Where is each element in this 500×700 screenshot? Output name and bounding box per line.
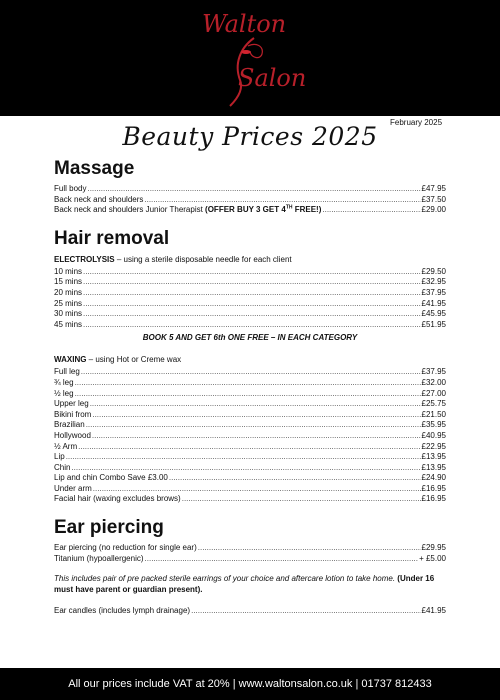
logo-lips-icon [241,50,251,54]
price-list-date: February 2025 [390,118,443,127]
item-name: 10 mins [54,266,83,276]
price-row [54,473,446,484]
price-row [54,378,446,389]
waxing-list [54,367,446,505]
price-row [54,277,446,288]
price-row [54,309,446,320]
price-row: Ear candles (includes lymph drainage) ..... £41.95 [54,606,446,617]
item-name: Hollywood [54,430,91,440]
logo-line-2: Salon [238,64,307,92]
logo-line-1: Walton [202,10,287,38]
item-name: Titanium (hypoallergenic) [54,553,144,563]
ear-piercing-section [54,517,446,617]
item-name: Under arm [54,483,92,493]
item-name: Full leg [54,367,80,377]
price-row [54,452,446,463]
item-name: 25 mins [54,298,83,308]
item-price: £24.90 [421,473,446,483]
item-name: ½ Arm [54,441,78,451]
item-name: Ear piercing (no reduction for single ear) [54,543,197,553]
item-price: £37.95 [421,287,446,297]
item-name: 30 mins [54,309,83,319]
item-name: Upper leg [54,399,89,409]
item-name: Lip and chin Combo Save £3.00 [54,473,168,483]
price-row: Back neck and shoulders ..... £37.50 [54,195,446,206]
electrolysis-list [54,267,446,331]
item-name: Facial hair (waxing excludes brows) [54,494,181,504]
item-price: £13.95 [421,452,446,462]
electrolysis-offer: BOOK 5 AND GET 6th ONE FREE – IN EACH CATEGORY [142,333,358,343]
price-row [54,420,446,431]
price-row [54,442,446,453]
price-row [54,399,446,410]
price-row [54,367,446,378]
price-row: Back neck and shoulders Junior Therapist (OFFER BUY 3 GET 4TH FREE!) ..... £29.00 [54,205,446,216]
item-name: ¾ leg [54,377,74,387]
item-price: + £5.00 [419,553,446,563]
price-row [54,463,446,474]
item-price: £32.00 [421,377,446,387]
item-price: £35.95 [421,420,446,430]
price-row: Full body ..... £47.95 [54,184,446,195]
item-price: £13.95 [421,462,446,472]
item-name: Lip [54,452,65,462]
item-price: £32.95 [421,277,446,287]
massage-section [54,158,446,216]
waxing-subheading: WAXING – using Hot or Creme wax [54,355,182,365]
item-name: 20 mins [54,287,83,297]
salon-logo [190,2,310,114]
item-price: £51.95 [421,319,446,329]
item-price: £25.75 [421,399,446,409]
item-price: £21.50 [421,409,446,419]
section-heading-hair-removal: Hair removal [54,227,170,249]
item-price: £41.95 [421,298,446,308]
price-row [54,299,446,310]
item-name: 15 mins [54,277,83,287]
item-name: Bikini from [54,409,92,419]
item-price: £27.00 [421,388,446,398]
price-row [54,267,446,278]
hair-removal-section [54,228,446,505]
electrolysis-subheading: ELECTROLYSIS – using a sterile disposable needle for each client [54,254,292,264]
section-heading-massage: Massage [54,158,135,179]
price-row [54,389,446,400]
item-price: £29.95 [421,543,446,553]
price-row [54,554,446,565]
price-list [54,158,446,629]
item-price: £40.95 [421,430,446,440]
price-row [54,494,446,505]
ear-piercing-list [54,543,446,564]
item-price: £37.95 [421,367,446,377]
ear-piercing-note: This includes pair of pre packed sterile earrings of your choice and aftercare lotion to take home. (Under 16 must have parent or guardian present). [54,574,435,595]
item-name: Chin [54,462,71,472]
footer-contact-bar: All our prices include VAT at 20% | www.waltonsalon.co.uk | 01737 812433 [0,668,500,700]
page-title: Beauty Prices 2025 [122,122,378,151]
price-row [54,320,446,331]
item-price: £22.95 [421,441,446,451]
section-heading-ear-piercing: Ear piercing [54,517,164,539]
price-row [54,543,446,554]
header-banner [0,0,500,116]
item-price: £16.95 [421,494,446,504]
junior-offer: (OFFER BUY 3 GET 4TH FREE!) [205,204,322,215]
item-price: £16.95 [421,483,446,493]
item-name: 45 mins [54,319,83,329]
price-row [54,431,446,442]
item-name: Brazilian [54,420,85,430]
price-row [54,288,446,299]
item-price: £29.50 [421,266,446,276]
item-name: ½ leg [54,388,74,398]
price-row [54,484,446,495]
item-price: £45.95 [421,309,446,319]
price-row [54,410,446,421]
